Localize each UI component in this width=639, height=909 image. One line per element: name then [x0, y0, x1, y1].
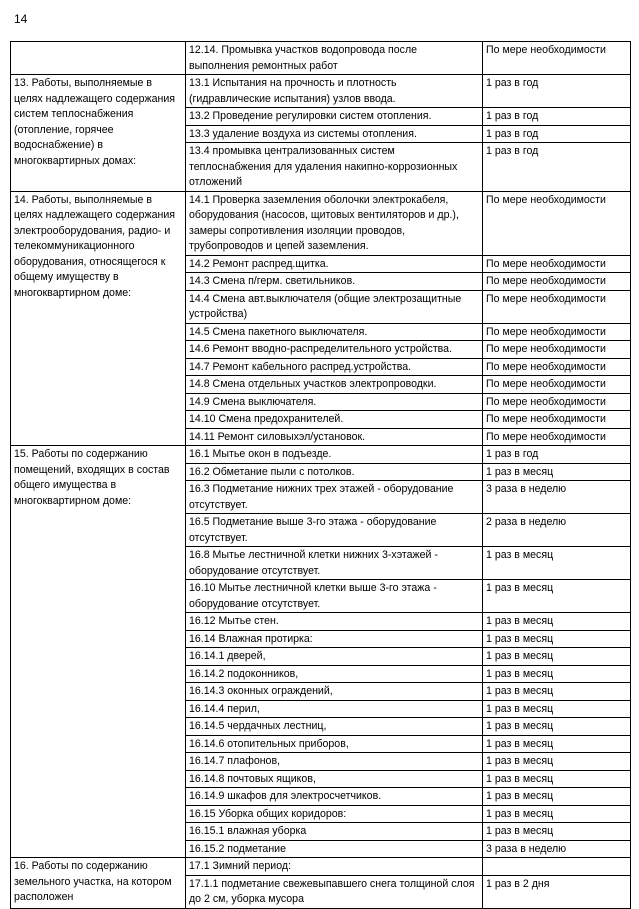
frequency-cell: 3 раза в неделю	[483, 840, 631, 858]
work-cell: 14.7 Ремонт кабельного распред.устройства.	[186, 358, 483, 376]
table-row	[11, 191, 631, 255]
frequency-cell: 2 раза в неделю	[483, 514, 631, 547]
frequency-cell: 1 раз в месяц	[483, 463, 631, 481]
frequency-cell: По мере необходимости	[483, 273, 631, 291]
work-cell: 14.4 Смена авт.выключателя (общие электрозащитные устройства)	[186, 290, 483, 323]
work-cell: 16.8 Мытье лестничной клетки нижних 3-хэтажей - оборудование отсутствует.	[186, 547, 483, 580]
frequency-cell: По мере необходимости	[483, 428, 631, 446]
work-cell: 16.10 Мытье лестничной клетки выше 3-го этажа - оборудование отсутствует.	[186, 580, 483, 613]
work-cell: 14.9 Смена выключателя.	[186, 393, 483, 411]
frequency-cell: 1 раз в год	[483, 446, 631, 464]
work-cell: 13.4 промывка централизованных систем теплоснабжения для удаления накипно-коррозионных отложений	[186, 143, 483, 192]
work-cell: 17.1.1 подметание свежевыпавшего снега толщиной слоя до 2 см, уборка мусора	[186, 875, 483, 908]
work-cell: 16.15 Уборка общих коридоров:	[186, 805, 483, 823]
work-cell: 16.15.1 влажная уборка	[186, 823, 483, 841]
page-number: 14	[14, 12, 28, 26]
frequency-cell: По мере необходимости	[483, 376, 631, 394]
frequency-cell: 1 раз в месяц	[483, 665, 631, 683]
frequency-cell: По мере необходимости	[483, 393, 631, 411]
work-cell: 13.2 Проведение регулировки систем отопления.	[186, 108, 483, 126]
frequency-cell: По мере необходимости	[483, 42, 631, 75]
work-cell: 16.14.2 подоконников,	[186, 665, 483, 683]
work-cell: 17.1 Зимний период:	[186, 858, 483, 876]
table-row	[11, 446, 631, 464]
work-cell: 16.14.3 оконных ограждений,	[186, 683, 483, 701]
work-cell: 14.5 Смена пакетного выключателя.	[186, 323, 483, 341]
work-cell: 14.6 Ремонт вводно-распределительного устройства.	[186, 341, 483, 359]
table-row	[11, 75, 631, 108]
work-cell: 16.14.1 дверей,	[186, 648, 483, 666]
frequency-cell: 1 раз в год	[483, 143, 631, 192]
section-title-cell: 13. Работы, выполняемые в целях надлежащего содержания систем теплоснабжения (отопление, горячее водоснабжение) в многоквартирных домах:	[11, 75, 186, 192]
frequency-cell: 1 раз в месяц	[483, 770, 631, 788]
frequency-cell: По мере необходимости	[483, 358, 631, 376]
frequency-cell: 1 раз в месяц	[483, 735, 631, 753]
work-cell: 16.2 Обметание пыли с потолков.	[186, 463, 483, 481]
frequency-cell: По мере необходимости	[483, 411, 631, 429]
work-cell: 16.14.5 чердачных лестниц,	[186, 718, 483, 736]
work-cell: 16.14 Влажная протирка:	[186, 630, 483, 648]
work-cell: 14.3 Смена п/герм. светильников.	[186, 273, 483, 291]
work-cell: 16.14.8 почтовых ящиков,	[186, 770, 483, 788]
work-cell: 16.3 Подметание нижних трех этажей - оборудование отсутствует.	[186, 481, 483, 514]
table-row	[11, 858, 631, 876]
work-cell: 13.1 Испытания на прочность и плотность (гидравлические испытания) узлов ввода.	[186, 75, 483, 108]
frequency-cell	[483, 858, 631, 876]
frequency-cell: По мере необходимости	[483, 191, 631, 255]
frequency-cell: 1 раз в месяц	[483, 718, 631, 736]
frequency-cell: 1 раз в месяц	[483, 613, 631, 631]
work-cell: 14.10 Смена предохранителей.	[186, 411, 483, 429]
frequency-cell: 1 раз в месяц	[483, 547, 631, 580]
frequency-cell: 1 раз в год	[483, 75, 631, 108]
work-cell: 16.12 Мытье стен.	[186, 613, 483, 631]
section-title-cell: 14. Работы, выполняемые в целях надлежащего содержания электрооборудования, радио- и телекоммуникационного оборудования, относящегося к общему имуществу в многоквартирном доме:	[11, 191, 186, 446]
work-cell: 16.5 Подметание выше 3-го этажа - оборудование отсутствует.	[186, 514, 483, 547]
frequency-cell: 1 раз в месяц	[483, 630, 631, 648]
work-cell: 13.3 удаление воздуха из системы отопления.	[186, 125, 483, 143]
frequency-cell: По мере необходимости	[483, 290, 631, 323]
works-table-body	[11, 42, 631, 909]
frequency-cell: 1 раз в 2 дня	[483, 875, 631, 908]
section-title-cell: 15. Работы по содержанию помещений, входящих в состав общего имущества в многоквартирном доме:	[11, 446, 186, 858]
work-cell: 16.14.4 перил,	[186, 700, 483, 718]
frequency-cell: 1 раз в месяц	[483, 580, 631, 613]
frequency-cell: 1 раз в месяц	[483, 823, 631, 841]
frequency-cell: 1 раз в год	[483, 108, 631, 126]
frequency-cell: 3 раза в неделю	[483, 481, 631, 514]
work-cell: 14.11 Ремонт силовыхэл/установок.	[186, 428, 483, 446]
frequency-cell: По мере необходимости	[483, 323, 631, 341]
frequency-cell: По мере необходимости	[483, 255, 631, 273]
frequency-cell: 1 раз в месяц	[483, 753, 631, 771]
frequency-cell: 1 раз в год	[483, 125, 631, 143]
work-cell: 14.2 Ремонт распред.щитка.	[186, 255, 483, 273]
work-cell: 16.14.6 отопительных приборов,	[186, 735, 483, 753]
work-cell: 12.14. Промывка участков водопровода после выполнения ремонтных работ	[186, 42, 483, 75]
work-cell: 14.1 Проверка заземления оболочки электрокабеля, оборудования (насосов, щитовых вентиляторов и др.), замеры сопротивления изоляции проводов, трубопроводов и цепей заземления.	[186, 191, 483, 255]
section-title-cell	[11, 42, 186, 75]
work-cell: 16.15.2 подметание	[186, 840, 483, 858]
section-title-cell: 16. Работы по содержанию земельного участка, на котором расположен	[11, 858, 186, 909]
work-cell: 16.14.9 шкафов для электросчетчиков.	[186, 788, 483, 806]
frequency-cell: По мере необходимости	[483, 341, 631, 359]
frequency-cell: 1 раз в месяц	[483, 683, 631, 701]
work-cell: 14.8 Смена отдельных участков электропроводки.	[186, 376, 483, 394]
work-cell: 16.14.7 плафонов,	[186, 753, 483, 771]
work-cell: 16.1 Мытье окон в подъезде.	[186, 446, 483, 464]
frequency-cell: 1 раз в месяц	[483, 788, 631, 806]
frequency-cell: 1 раз в месяц	[483, 805, 631, 823]
works-table	[10, 41, 631, 909]
frequency-cell: 1 раз в месяц	[483, 700, 631, 718]
frequency-cell: 1 раз в месяц	[483, 648, 631, 666]
table-row	[11, 42, 631, 75]
